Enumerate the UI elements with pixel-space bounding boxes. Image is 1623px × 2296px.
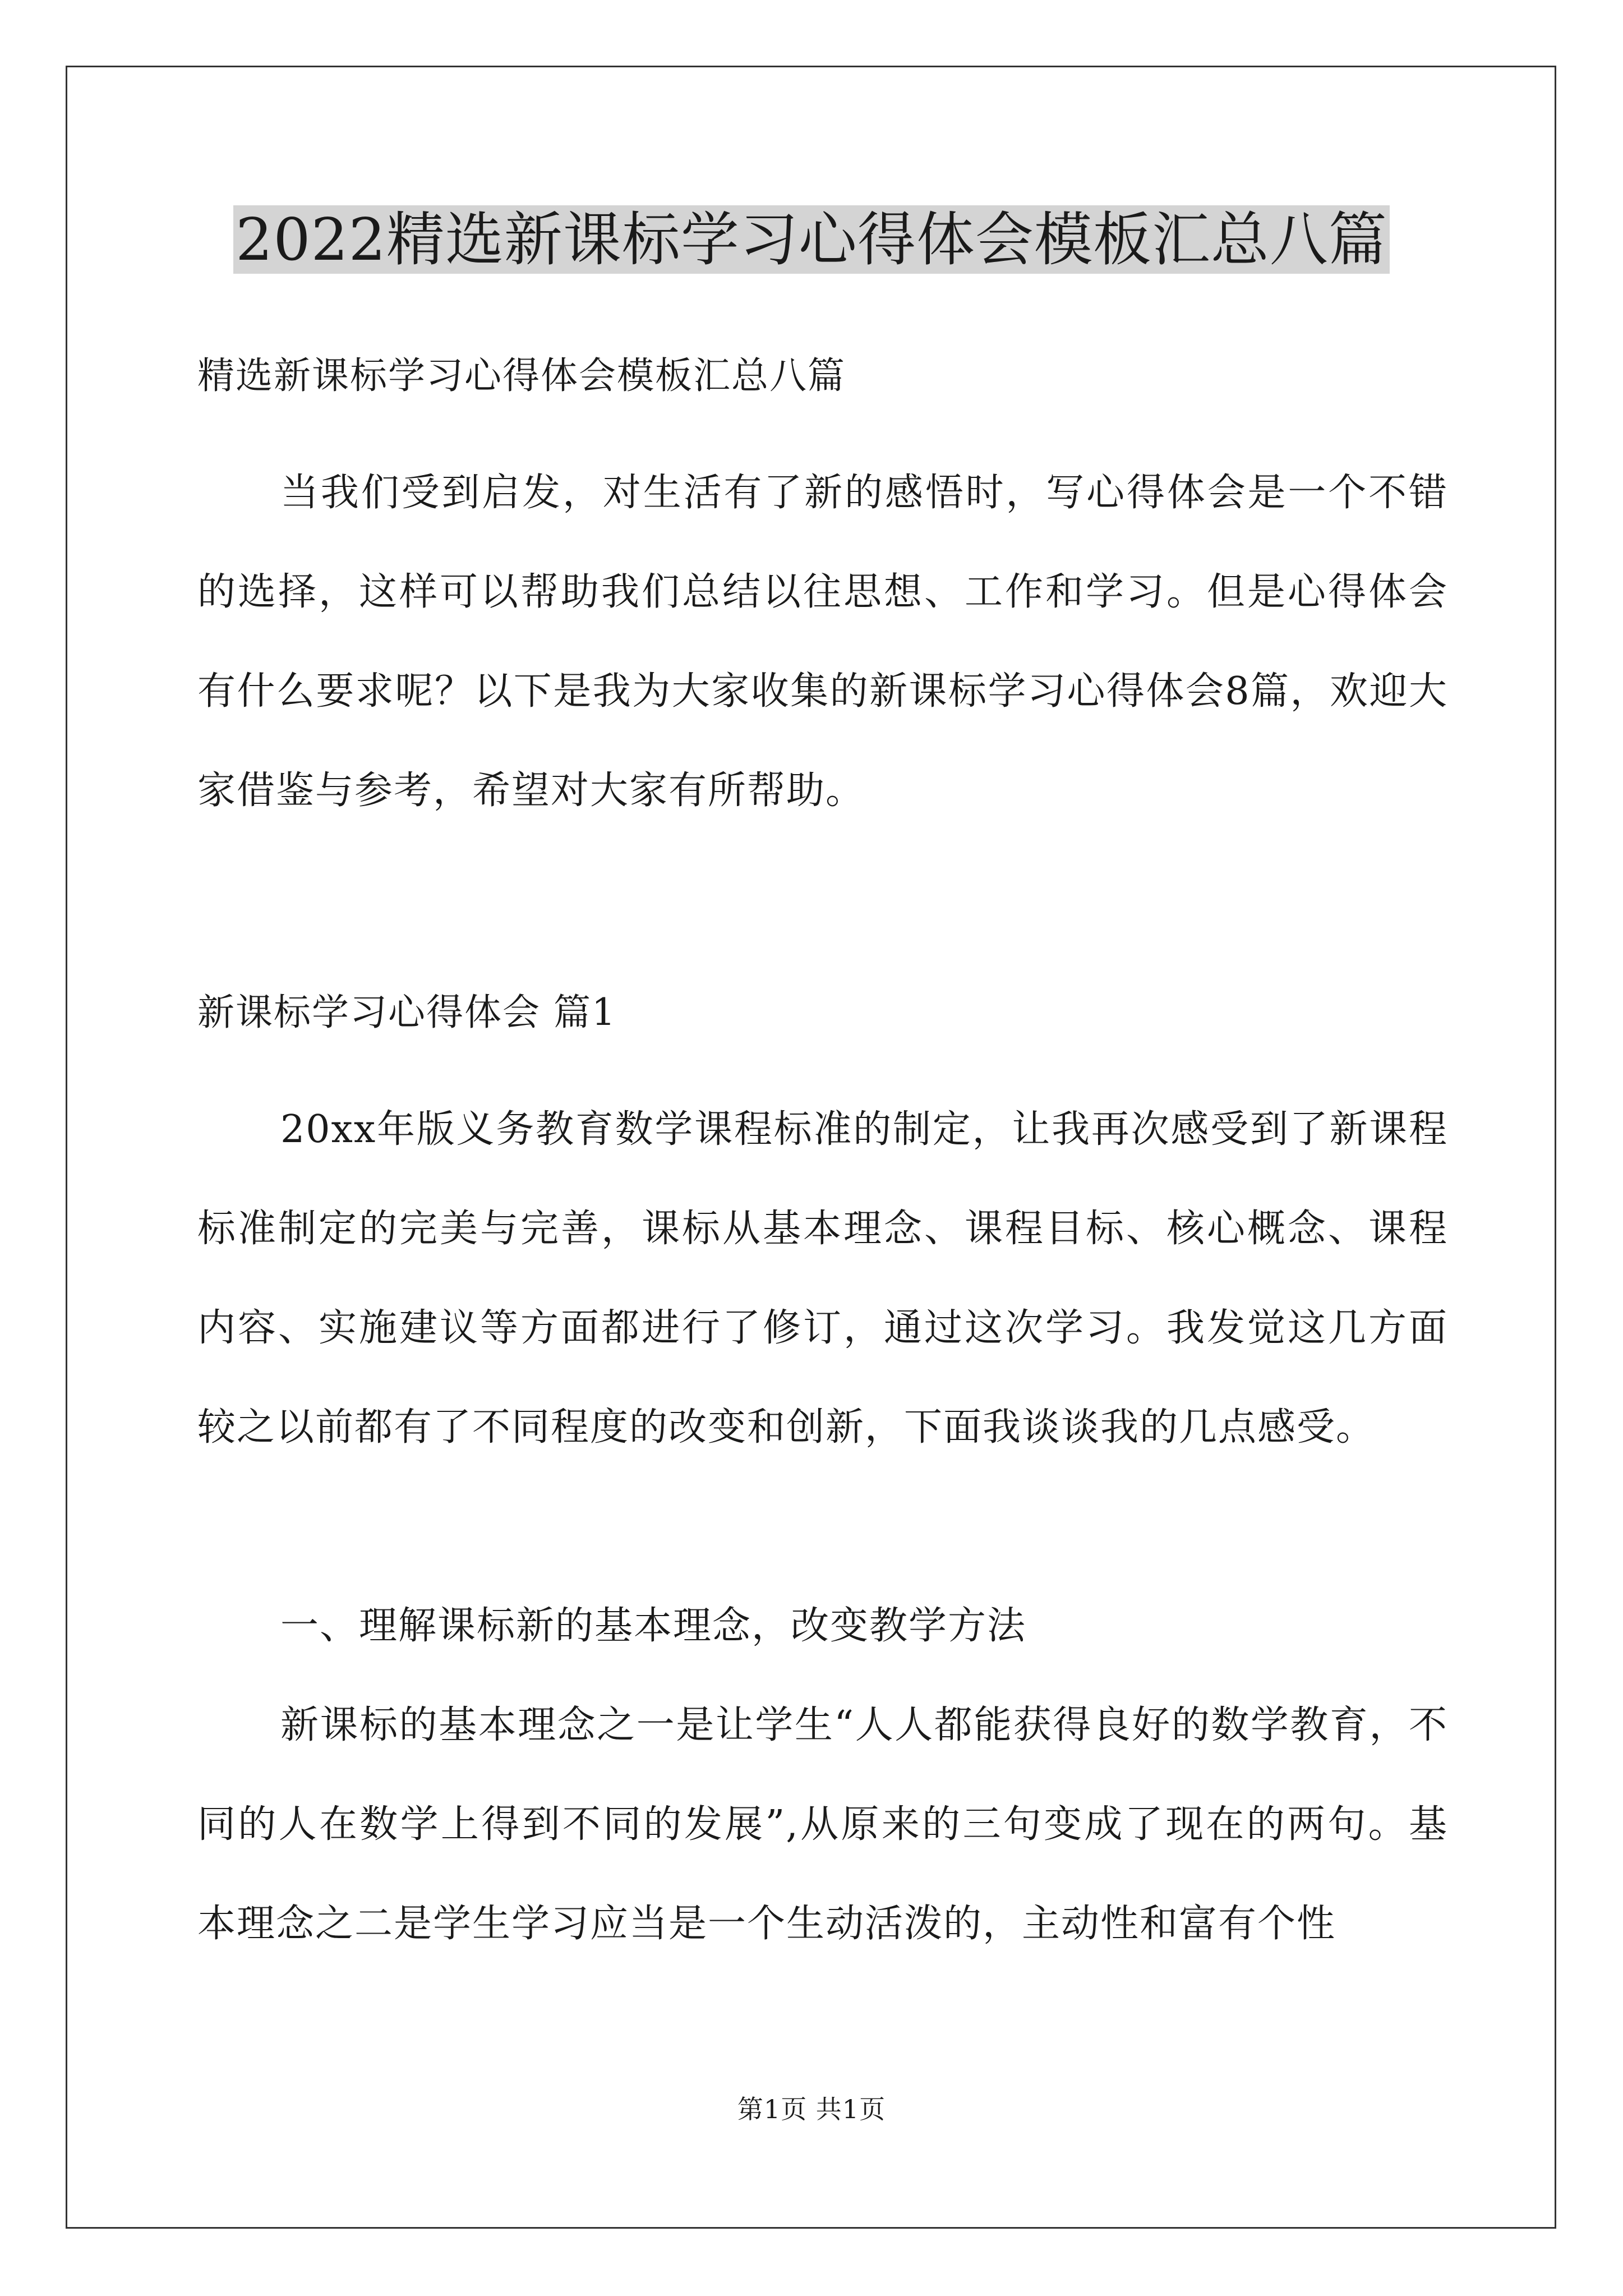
section-heading-1: 新课标学习心得体会 篇1 <box>197 991 616 1034</box>
document-title-text: 2022精选新课标学习心得体会模板汇总八篇 <box>233 205 1390 274</box>
intro-paragraph: 当我们受到启发，对生活有了新的感悟时，写心得体会是一个不错的选择，这样可以帮助我们总结以往思想、工作和学习。但是心得体会有什么要求呢？以下是我为大家收集的新课标学习心得体会8篇，欢迎大家借鉴与参考，希望对大家有所帮助。 <box>197 471 1448 813</box>
document-title <box>0 197 1623 282</box>
section1-paragraph-1: 20xx年版义务教育数学课程标准的制定，让我再次感受到了新课程标准制定的完美与完善，课标从基本理念、课程目标、核心概念、课程内容、实施建议等方面都进行了修订，通过这次学习。我发觉这几方面较之以前都有了不同程度的改变和创新，下面我谈谈我的几点感受。 <box>197 1107 1448 1450</box>
document-subtitle: 精选新课标学习心得体会模板汇总八篇 <box>197 354 846 397</box>
section1-paragraph-3: 新课标的基本理念之一是让学生“人人都能获得良好的数学教育，不同的人在数学上得到不同的发展”,从原来的三句变成了现在的两句。基本理念之二是学生学习应当是一个生动活泼的，主动性和富有个性 <box>197 1703 1448 1946</box>
page-footer: 第1页 共1页 <box>737 2094 886 2124</box>
section1-paragraph-2: 一、理解课标新的基本理念，改变教学方法 <box>280 1604 1027 1648</box>
